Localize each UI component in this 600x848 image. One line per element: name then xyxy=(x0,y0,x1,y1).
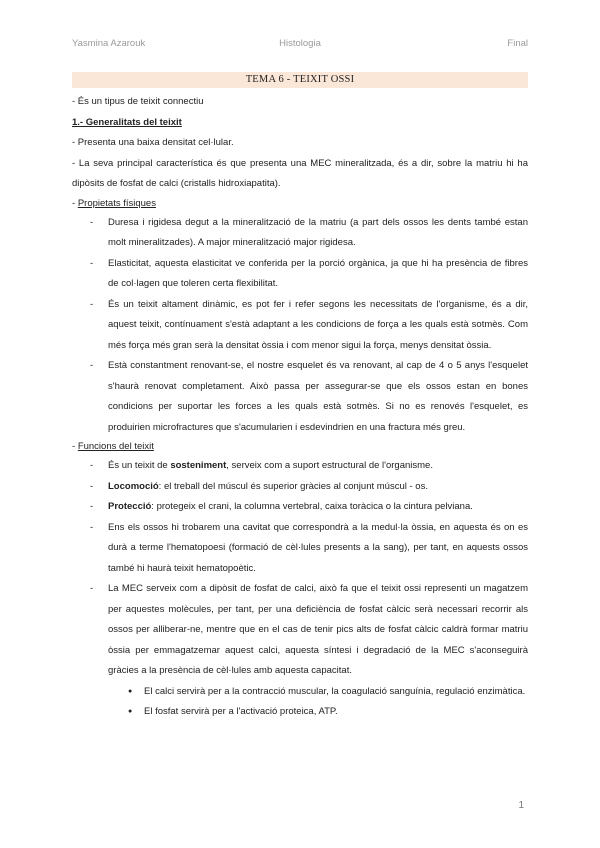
properties-list xyxy=(72,213,528,439)
properties-heading-prefix: - xyxy=(72,197,78,209)
header-subject: Histologia xyxy=(279,38,321,49)
document-body xyxy=(72,72,528,723)
mineral-subitem: ● El calci servirà per a la contracció muscular, la coagulació sanguínia, regulació enzimàtica. xyxy=(72,682,528,703)
function-item-locomotion xyxy=(72,477,528,498)
function-locomotion-post: : el treball del múscul és superior gràcies al conjunt múscul - os. xyxy=(158,480,428,492)
header-author: Yasmina Azarouk xyxy=(72,38,146,49)
functions-heading xyxy=(72,438,528,456)
functions-heading-text: Funcions del teixit xyxy=(77,441,154,452)
properties-heading xyxy=(72,195,528,213)
section1-p1: - Presenta una baixa densitat cel·lular. xyxy=(72,137,234,148)
mineral-sublist xyxy=(72,682,528,723)
function-item-hematopoiesis: - Ens els ossos hi trobarem una cavitat que correspondrà a la medul·la òssia, en aquesta és on es durà a terme l'hematopoesi (formació de cèl·lules presents a la sang), per tant, en aquests ossos també hi haurà teixit hematopoètic. xyxy=(72,518,528,580)
functions-heading-prefix: - xyxy=(72,441,78,452)
intro-text: - És un tipus de teixit connectiu xyxy=(72,96,204,107)
page-number: 1 xyxy=(518,800,524,811)
function-item-mineral-store xyxy=(72,579,528,723)
function-item-protection xyxy=(72,497,528,518)
function-mineral-store-text: La MEC serveix com a dipòsit de fosfat de calci, això fa que el teixit ossi representi un magatzem per aquestes molècules, per tant, per una deficiència de fosfat càlcic serà necessari recorrir als ossos per alliberar-ne, mentre que en el cas de tenir pics alts de fosfat càlcic caldrà formar matriu òssia per emmagatzemar aquest calci, aquesta síntesi i degradació de la MEC s'aconseguirà gràcies a la presència de cèl·lules amb aquesta capacitat. xyxy=(108,583,528,676)
document-title: TEMA 6 - TEIXIT OSSI xyxy=(72,72,528,88)
mineral-subitem: ● El fosfat servirà per a l'activació proteica, ATP. xyxy=(72,702,528,723)
property-item: - Està constantment renovant-se, el nostre esquelet és va renovant, al cap de 4 o 5 anys l'esquelet s'haurà renovat completament. Això passa per assegurar-se que els ossos estan en bones condicions per suportar les forces a les quals està sotmès. Si no es renovés l'esquelet, es produirien microfractures que s'acumularien i esdevindrien en una fractura més greu. xyxy=(72,356,528,438)
function-item-support xyxy=(72,456,528,477)
function-support-bold: sosteniment xyxy=(170,460,227,471)
property-item: - Elasticitat, aquesta elasticitat ve conferida per la porció orgànica, ja que hi ha presència de fibres de col·lagen que toleren certa flexibilitat. xyxy=(72,254,528,295)
section1-heading: 1.- Generalitats del teixit xyxy=(72,116,182,128)
function-locomotion-bold: Locomoció xyxy=(108,480,159,492)
header-tag: Final xyxy=(507,38,528,49)
function-protection-post: : protegeix el crani, la columna vertebral, caixa toràcica o la cintura pelviana. xyxy=(151,501,473,512)
function-support-post: , serveix com a suport estructural de l'organisme. xyxy=(226,460,433,471)
property-item: - És un teixit altament dinàmic, es pot fer i refer segons les necessitats de l'organisme, és a dir, aquest teixit, contínuament s'està adaptant a les condicions de força a les quals està sotmès. Com més força més gran serà la densitat òssia i com menor sigui la força, menys densitat òssia. xyxy=(72,295,528,357)
function-protection-bold: Protecció xyxy=(108,501,152,512)
functions-list xyxy=(72,456,528,723)
properties-heading-text: Propietats físiques xyxy=(77,197,156,209)
function-support-pre: És un teixit de xyxy=(108,460,171,471)
property-item: - Duresa i rigidesa degut a la mineralització de la matriu (a part dels ossos les dents també estan molt mineralitzades). A major mineralització major rigidesa. xyxy=(72,213,528,254)
section1-p2: - La seva principal característica és que presenta una MEC mineralitzada, és a dir, sobre la matriu hi ha dipòsits de fosfat de calci (cristalls hidroxiapatita). xyxy=(72,157,528,189)
